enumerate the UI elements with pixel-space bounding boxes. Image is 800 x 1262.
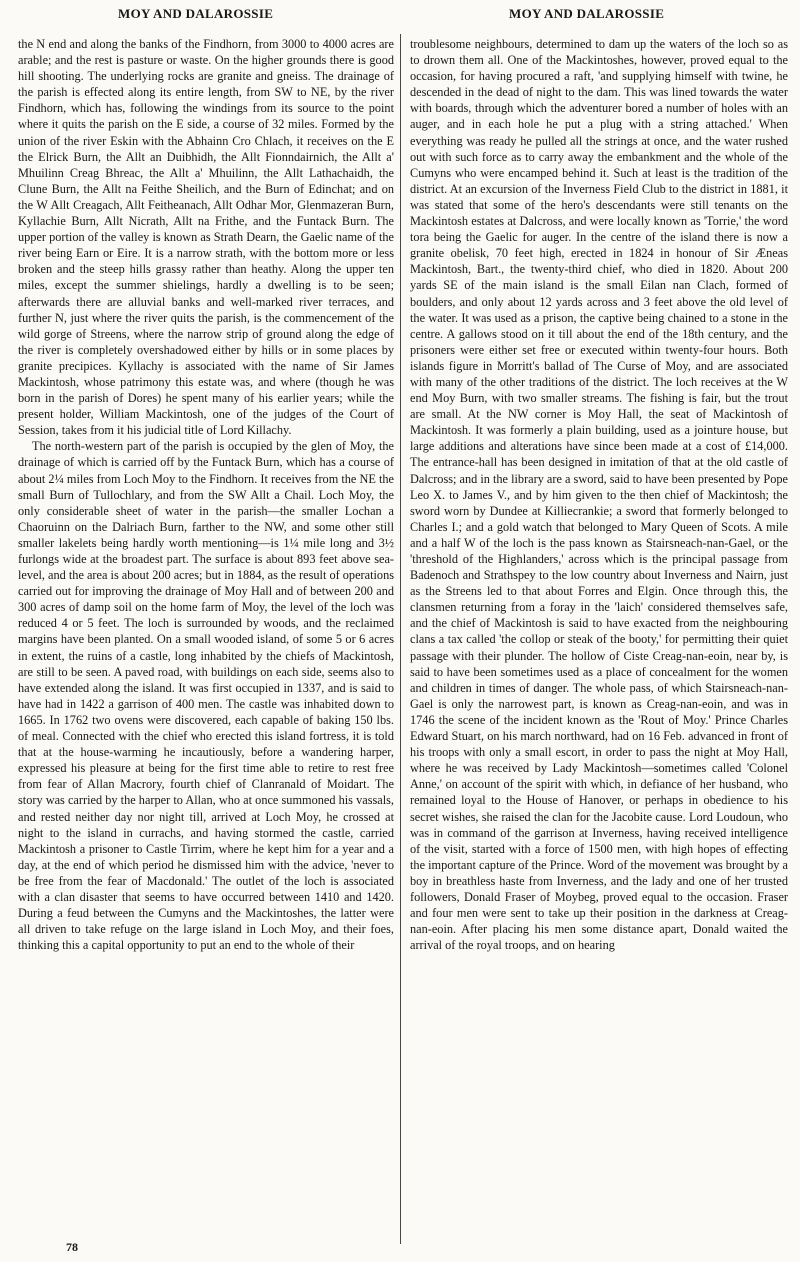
paragraph: the N end and along the banks of the Findhorn, from 3000 to 4000 acres are arable; and the rest is pasture or waste. On the higher grounds there is good hill shooting. The underlying rocks are granite and gneiss. The drainage of the parish is effected along its entire length, from SW to NE, by the river Findhorn, which has, following the windings from its source to the point where it quits the parish on the E side, a course of 32 miles. Formed by the union of the river Eskin with the Abhainn Cro Chlach, it receives on the E the Elrick Burn, the Allt an Duibhidh, the Allt Fionndairnich, the Allt a' Mhuilinn Creag Bhreac, the Allt a' Mhuilinn, the Allt Lathachaidh, the Clune Burn, the Allt na Feithe Sheilich, and the Burn of Edinchat; and on the W Allt Creagach, Allt Feitheanach, Allt Odhar Mor, Glenmazeran Burn, Kyllachie Burn, Allt Nicrath, Allt na Frithe, and the Funtack Burn. The upper portion of the valley is known as Strath Dearn, the Gaelic name of the river being Earn or Eire. It is a narrow strath, with the bottom more or less broken and the steep hills grassy rather than heathy. Along the upper ten miles, except the summer shielings, hardly a dwelling is to be seen; afterwards there are alluvial banks and well-marked river terraces, and further N, just where the river quits the parish, is the commencement of the wild gorge of Streens, where the narrow strip of ground along the edge of the river is completely overshadowed either by hills or in some places by granite precipices. Kyllachy is associated with the name of Sir James Mackintosh, whose patrimony this estate was, and where (though he was born in the parish of Dores) he spent many of his earlier years; while the present holder, William Mackintosh, one of the judges of the Court of Session, takes from it his judicial title of Lord Killachy. xyxy=(18,37,394,438)
paragraph: troublesome neighbours, determined to dam up the waters of the loch so as to drown them all. One of the Mackintoshes, however, proved equal to the occasion, for having procured a raft, 'and supplying himself with twine, he descended in the dead of night to the dam. This was lined towards the water with boards, through which the adventurer bored a number of holes with an auger, and in each hole he put a plug with a string attached.' When everything was ready he pulled all the strings at once, and the water rushed out with such force as to carry away the embankment and the whole of the Cumyns who were encamped behind it. Such at least is the tradition of the district. At an excursion of the Inverness Field Club to the district in 1881, it was stated that some of the hero's descendants were still tenants on the Mackintosh estates at Dalcross, and were locally known as 'Torrie,' the word tora being the Gaelic for auger. In the centre of the island there is now a granite obelisk, 70 feet high, erected in 1824 in honour of Sir Æneas Mackintosh, Bart., the twenty-third chief, who died in 1820. About 200 yards SE of the main island is the small Eilan nan Clach, formed of boulders, and only about 12 yards across and 3 feet above the old level of the water. It was used as a prison, the captive being chained to a stone in the centre. A gallows stood on it till about the end of the 18th century, and the prisoners were either set free or executed within twenty-four hours. Both islands figure in Morritt's ballad of The Curse of Moy, and are associated with many of the other traditions of the district. The loch receives at the W end Moy Burn, with two smaller streams. The fishing is fair, but the trout are small. At the NW corner is Moy Hall, the seat of Mackintosh of Mackintosh. It was formerly a plain building, used as a jointure house, but large additions and alterations have since been made at a cost of £14,000. The entrance-hall has been designed in imitation of that at the old castle of Dalcross; and in the library are a sword, said to have been presented by Pope Leo X. to James V., and by him given to the then chief of Mackintosh; the sword worn by Dundee at Killiecrankie; a sword that formerly belonged to Charles I.; and a gold watch that belonged to Mary Queen of Scots. A mile and a half W of the loch is the pass known as Stairsneach-nan-Gael, or the 'threshold of the Highlanders,' across which is the principal passage from Badenoch and Strathspey to the low country about Inverness and Nairn, just as the Streens led to that about Forres and Elgin. Once through this, the clansmen returning from a foray in the 'laich' considered themselves safe, and the chief of Mackintosh is said to have exacted from the neighbouring clans a tax called 'the collop or steak of the booty,' for permitting their quiet passage with their plunder. The hollow of Ciste Creag-nan-eoin, near by, is said to have been sometimes used as a place of concealment for the women and children in times of danger. The whole pass, of which Stairsneach-nan-Gael is only the narrowest part, is known as Creag-nan-eoin, and was in 1746 the scene of the incident known as the 'Rout of Moy.' Prince Charles Edward Stuart, on his march northward, had on 16 Feb. advanced in front of his troops with only a small escort, in order to pass the night at Moy Hall, where he was received by Lady Mackintosh—sometimes called 'Colonel Anne,' on account of the spirit with which, in defiance of her husband, who remained loyal to the House of Hanover, or perhaps in obedience to his secret wishes, she raised the clan for the Jacobite cause. Lord Loudoun, who was in command of the garrison at Inverness, having received intelligence of the visit, started with a force of 1500 men, with high hopes of effecting the important capture of the Prince. Word of the movement was brought by a boy in breathless haste from Inverness, and the lady and one of her trusted followers, Donald Fraser of Moybeg, proved equal to the occasion. Fraser and four men were sent to take up their position in the darkness at Creag-nan-eoin. After placing his men some distance apart, Donald waited the arrival of the royal troops, and on hearing xyxy=(410,37,788,953)
column-divider xyxy=(400,34,401,1244)
paragraph: The north-western part of the parish is occupied by the glen of Moy, the drainage of which is carried off by the Funtack Burn, which has a course of about 2¼ miles from Loch Moy to the Findhorn. It receives from the NE the small Burn of Tullochlary, and from the SW Allt a Chail. Loch Moy, the only considerable sheet of water in the parish—the smaller Lochan a Chaoruinn on the Dalriach Burn, farther to the NW, and some other still smaller lakelets being hardly worth mentioning—is 1¼ mile long and 3½ furlongs wide at the broadest part. The surface is about 893 feet above sea-level, and the area is about 200 acres; but in 1884, as the result of operations carried out for improving the drainage of Moy Hall and of between 200 and 300 acres of damp soil on the home farm of Moy, the level of the loch was reduced 4 or 5 feet. The loch is surrounded by woods, and the reclaimed margins have been planted. On a small wooded island, of some 5 or 6 acres in extent, the ruins of a castle, long inhabited by the chiefs of Mackintosh, are still to be seen. A paved road, with buildings on each side, seems also to have extended along the island. It was first occupied in 1337, and is said to have had in 1422 a garrison of 400 men. The castle was inhabited down to 1665. In 1762 two ovens were discovered, each capable of baking 150 lbs. of meal. Connected with the chief who erected this island fortress, it is told that at the house-warming he incautiously, before a wandering harper, expressed his pleasure at being for the first time able to retire to rest free from fear of Allan Macrory, fourth chief of Clanranald of Moidart. The story was carried by the harper to Allan, who at once summoned his vassals, and rested neither day nor night till, arrived at Loch Moy, he crossed at night to the island in currachs, and having stormed the castle, carried Mackintosh a prisoner to Castle Tirrim, where he kept him for a year and a day, at the end of which period he dismissed him with the advice, 'never to be free from the fear of Macdonald.' The outlet of the loch is associated with a clan disaster that seems to have occurred between 1410 and 1420. During a feud between the Cumyns and the Mackintoshes, the latter were all driven to take refuge on the large island in Loch Moy, and their foes, thinking this a capital opportunity to put an end to the whole of their xyxy=(18,439,394,953)
running-header-right: MOY AND DALAROSSIE xyxy=(509,6,665,21)
left-column xyxy=(18,36,394,1236)
running-header-left: MOY AND DALAROSSIE xyxy=(118,6,274,21)
page-number: 78 xyxy=(66,1240,78,1254)
right-column xyxy=(410,36,788,1236)
